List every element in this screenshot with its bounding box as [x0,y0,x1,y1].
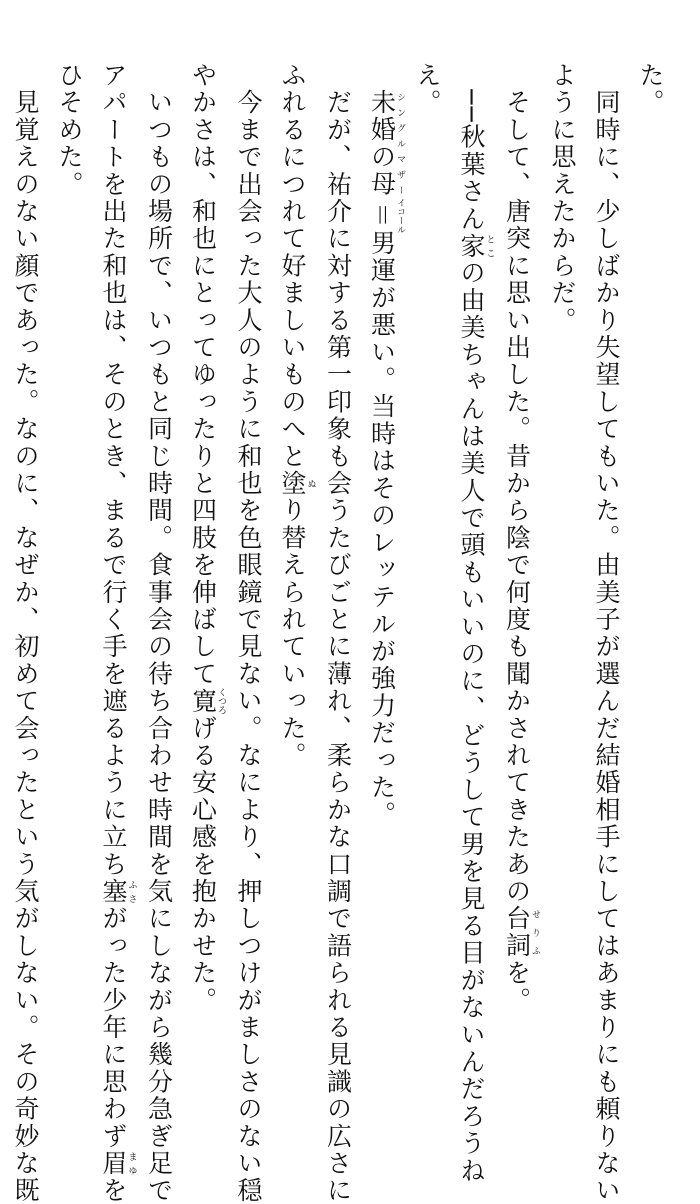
ruby-reading: せりふ [530,905,540,960]
ruby-base: 塞 [99,878,128,906]
text-line-18: 見覚えのない顔であった。なのに、なぜか、初めて会ったという気がしない。その奇妙な既 [11,62,40,1204]
ruby-base: 眉 [99,1150,128,1178]
ruby-reading: まゆ [126,1150,137,1178]
text-line-4: そして、唐突に思い出した。昔から陰で何度も聞かされてきたあの台詞せりふを。 [502,62,540,1015]
ruby-toko [457,232,495,260]
ruby-base: 台詞 [502,905,532,960]
text-line-12: やかさは、和也にとってゆったりと四肢を伸ばして寛くつろげる安心感を抱かせた。 [188,62,226,1015]
ruby-mayu [99,1150,137,1178]
ruby-base: 未婚の母 [367,89,397,199]
text-line-6: え。 [413,62,442,117]
ruby-base: 家 [457,232,486,260]
ruby-fusa [99,878,137,906]
text-line-9: だが、祐介に対する第一印象も会うたびごとに薄れ、柔らかな口調で語られる見識の広さに [323,62,353,1204]
ruby-equal [367,198,405,235]
text-line-5: ──秋葉さん家とこの由美ちゃんは美人で頭もいいのに、どうして男を見る目がないんだろうね [457,62,495,1185]
ruby-reading: とこ [484,232,495,260]
text-line-17: ひそめた。 [55,62,84,198]
ruby-base: 塗 [278,470,307,498]
text-line-16: アパートを出た和也は、そのとき、まるで行く手を遮るように立ち塞ふさがった少年に思わず眉まゆを [99,62,137,1204]
text-line-3: ように思えたからだ。 [548,62,577,334]
text-line-10: ふれるにつれて好ましいものへと塗ぬり替えられていった。 [278,62,316,770]
text-line-11: 今まで出会った大人のように和也を色眼鏡で見ない。なにより、押しつけがましさのない穏 [234,62,263,1204]
text-line-8: 未婚の母シングルマザー＝イコール男運が悪い。当時はそのレッテルが強力だった。 [367,89,405,829]
ruby-serifu [502,905,540,960]
ruby-base: 寛 [188,687,218,715]
text-line-15: いつもの場所で、いつもと同じ時間。食事会の待ち合わせ時間を気にしながら幾分急ぎ足で [144,62,174,1204]
ruby-reading: くつろ [216,687,226,715]
text-line-2: 同時に、少しばかり失望してもいた。由美子が選んだ結婚相手にしてはあまりにも頼りない [592,62,621,1204]
ruby-reading: イコール [395,198,405,235]
ruby-base: ＝ [367,198,397,234]
novel-text-body [3,62,672,1204]
text-line-1: た。 [636,62,665,117]
ruby-kutsuro [188,687,226,715]
ruby-reading: ぬ [305,470,316,498]
ruby-reading: シングルマザー [395,89,405,199]
ruby-single-mother [367,89,405,199]
ruby-nu [278,470,316,498]
ruby-reading: ふさ [126,878,137,906]
